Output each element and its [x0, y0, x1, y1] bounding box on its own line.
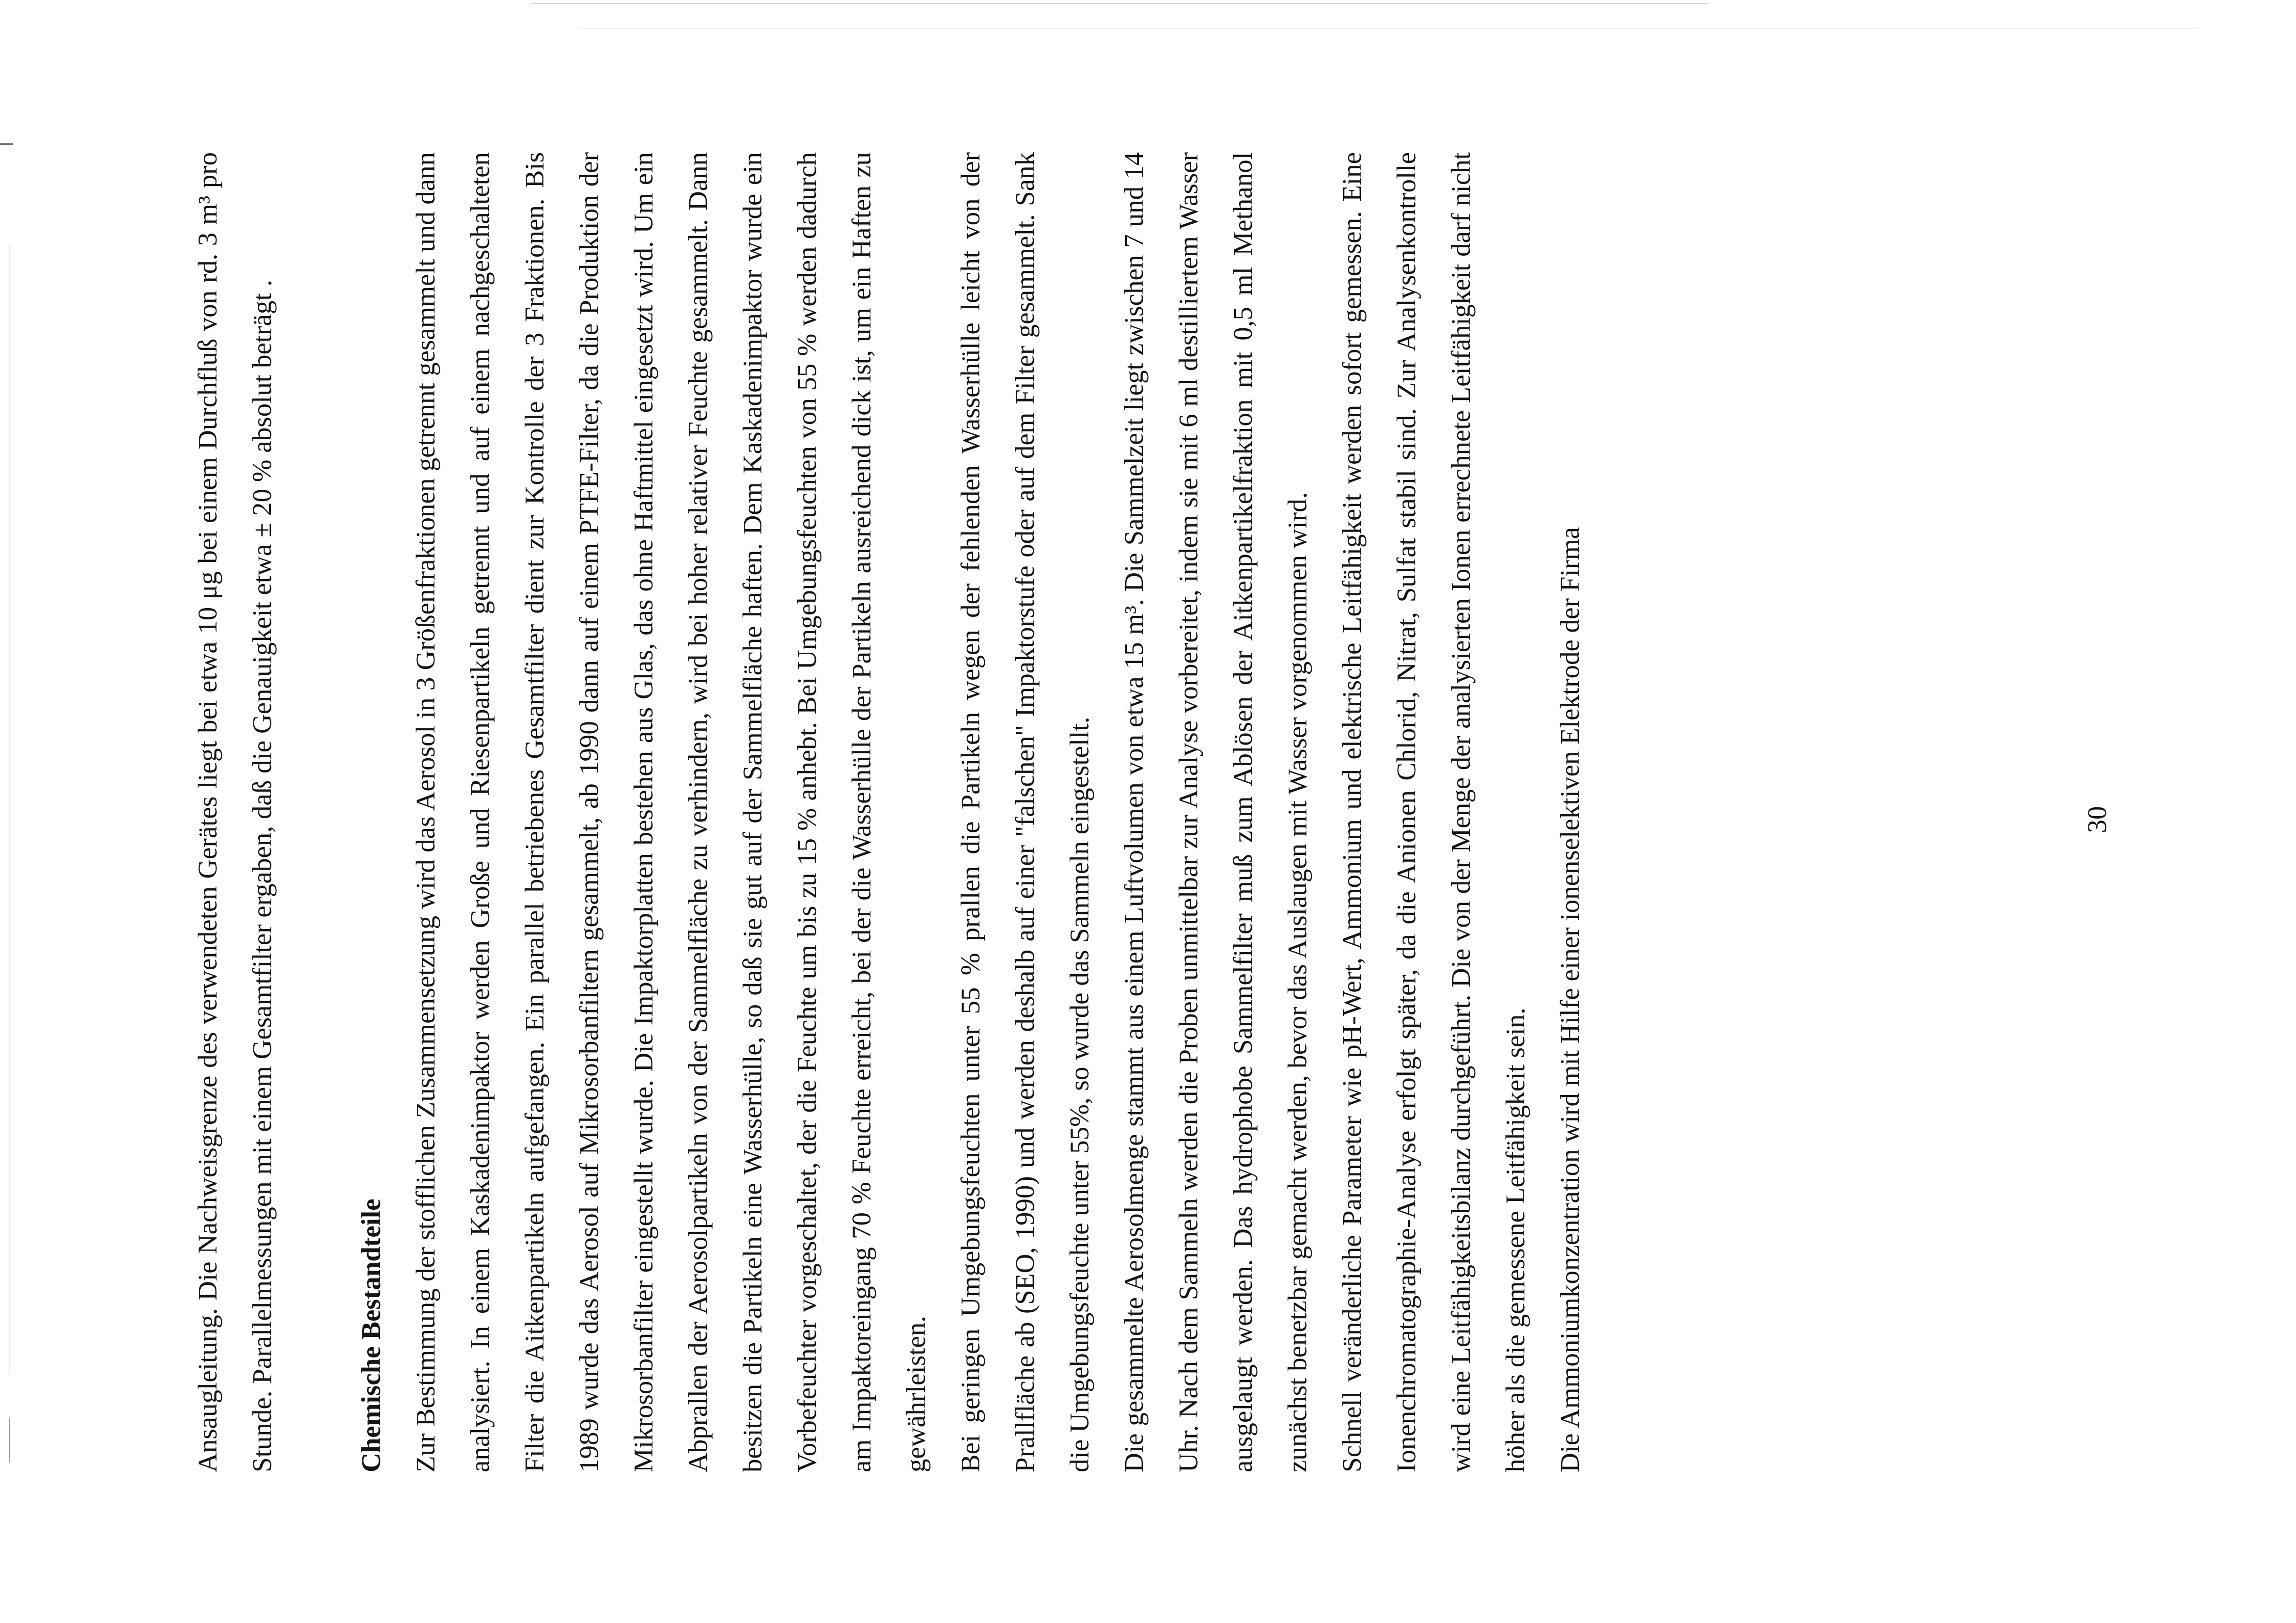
scan-artifact-line: [579, 28, 2199, 29]
paragraph-collection: Zur Bestimmung der stofflichen Zusammensetzung wird das Aerosol in 3 Größenfraktionen getrennt gesammelt und dann analysiert. In einem Kaskadenimpaktor werden Große und Riesenpartikeln getrennt und auf einem nachgeschalteten Filter die Aitkenpartikeln aufgefangen. Ein parallel betriebenes Gesamtfilter dient zur Kontrolle der 3 Fraktionen. Bis 1989 wurde das Aerosol auf Mikrosorbanfiltern gesammelt, ab 1990 dann auf einem PTFE-Filter, da die Produktion der Mikrosorbanfilter eingestellt wurde. Die Impaktorplatten bestehen aus Glas, das ohne Haftmittel eingesetzt wird. Um ein Abprallen der Aerosolpartikeln von der Sammelfläche zu verhindern, wird bei hoher relativer Feuchte gesammelt. Dann besitzen die Partikeln eine Wasserhülle, so daß sie gut auf der Sammelfläche haften. Dem Kaskadenimpaktor wurde ein Vorbefeuchter vorgeschaltet, der die Feuchte um bis zu 15 % anhebt. Bei Umgebungsfeuchten von 55 % werden dadurch am Impaktoreingang 70 % Feuchte erreicht, bei der die Wasserhülle der Partikeln ausreichend dick ist, um ein Haften zu gewährleisten.: [410, 152, 931, 1472]
paragraph-sample-volume: Die gesammelte Aerosolmenge stammt aus einem Luftvolumen von etwa 15 m³. Die Sammelzeit liegt zwischen 7 und 14 Uhr. Nach dem Sammeln werden die Proben unmittelbar zur Analyse vorbereitet, indem sie mit 6 ml destilliertem Wasser ausgelaugt werden. Das hydrophobe Sammelfilter muß zum Ablösen der Aitkenpartikelfraktion mit 0,5 ml Methanol zunächst benetzbar gemacht werden, bevor das Auslaugen mit Wasser vorgenommen wird.: [1119, 152, 1312, 1472]
section-heading: Chemische Bestandteile: [356, 1198, 386, 1472]
scan-artifact-mark: [0, 143, 13, 145]
rotated-page-content: [180, 152, 2112, 1472]
paragraph-ammonium: Die Ammoniumkonzentration wird mit Hilfe einer ionenselektiven Elektrode der Firma: [1555, 527, 1585, 1472]
paragraph-intro: Ansaugleitung. Die Nachweisgrenze des verwendeten Gerätes liegt bei etwa 10 μg bei einem Durchfluß von rd. 3 m³ pro Stunde. Parallelmessungen mit einem Gesamtfilter ergaben, daß die Genauigkeit etwa ± 20 % absolut beträgt .: [192, 152, 277, 1472]
paragraph-humidity: Bei geringen Umgebungsfeuchten unter 55 % prallen die Partikeln wegen der fehlenden Wasserhülle leicht von der Prallfläche ab (SEO, 1990) und werden deshalb auf einer "falschen" Impaktorstufe oder auf dem Filter gesammelt. Sank die Umgebungsfeuchte unter 55%, so wurde das Sammeln eingestellt.: [955, 152, 1094, 1472]
scan-artifact-line: [9, 245, 10, 1374]
paragraph-analysis: Schnell veränderliche Parameter wie pH-Wert, Ammonium und elektrische Leitfähigkeit werden sofort gemessen. Eine Ionenchromatographie-Analyse erfolgt später, da die Anionen Chlorid, Nitrat, Sulfat stabil sind. Zur Analysenkontrolle wird eine Leitfähigkeitsbilanz durchgeführt. Die von der Menge der analysierten Ionen errechnete Leitfähigkeit darf nicht höher als die gemessene Leitfähigkeit sein.: [1337, 152, 1530, 1472]
scan-artifact-mark: [9, 1418, 10, 1463]
scan-artifact-line: [530, 3, 1708, 4]
page-number: 30: [2082, 806, 2112, 833]
paragraph-gap: [289, 152, 344, 1472]
